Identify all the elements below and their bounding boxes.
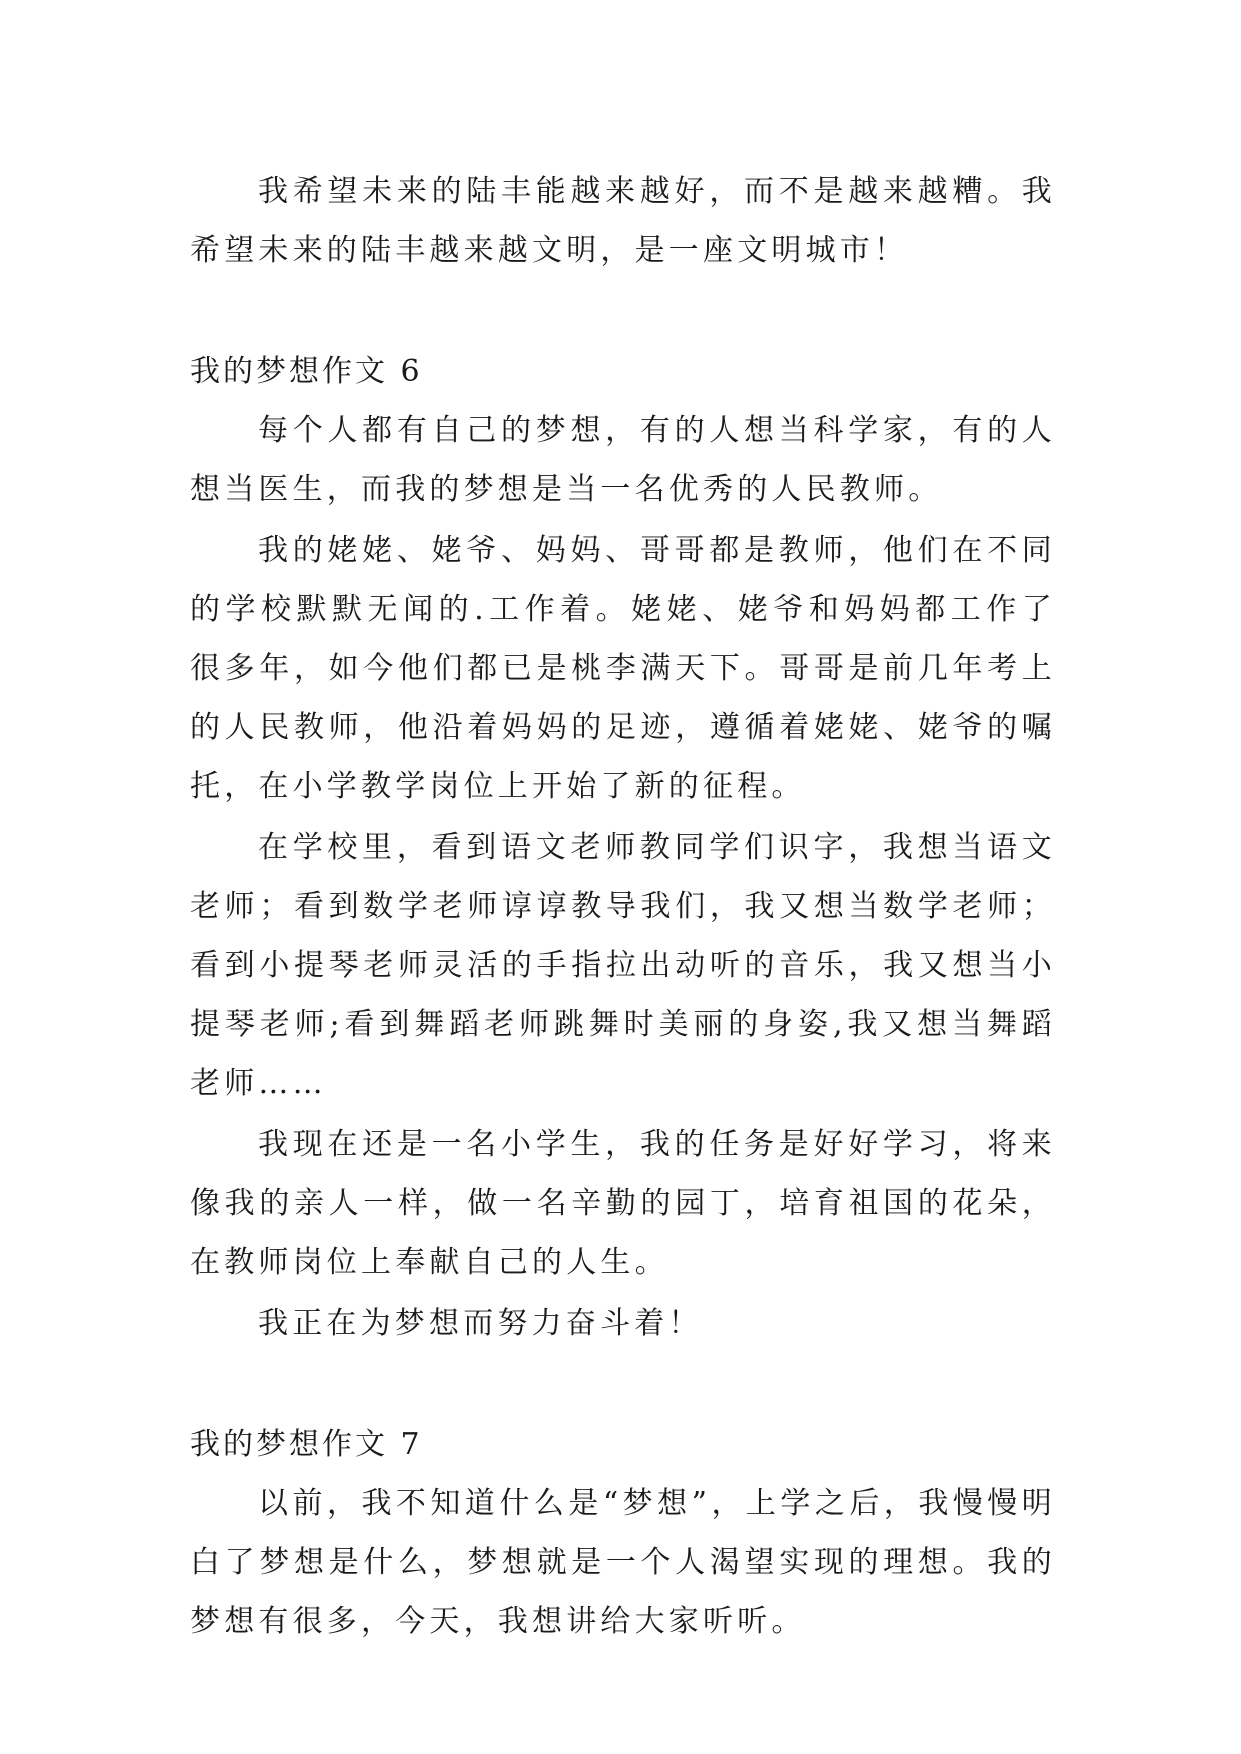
essay-6-paragraph-2: 我的姥姥、姥爷、妈妈、哥哥都是教师，他们在不同的学校默默无闻的.工作着。姥姥、姥爷和妈妈都工作了很多年，如今他们都已是桃李满天下。哥哥是前几年考上的人民教师，他沿着妈妈的足迹，遵循着姥姥、姥爷的嘱托，在小学教学岗位上开始了新的征程。 <box>190 533 1056 804</box>
essay-6-paragraph-4: 我现在还是一名小学生，我的任务是好好学习，将来像我的亲人一样，做一名辛勤的园丁，培育祖国的花朵，在教师岗位上奉献自己的人生。 <box>190 1127 1056 1280</box>
essay-7-paragraph-1: 以前，我不知道什么是“梦想”，上学之后，我慢慢明白了梦想是什么，梦想就是一个人渴望实现的理想。我的梦想有很多，今天，我想讲给大家听听。 <box>190 1486 1056 1639</box>
essay-6-paragraph-5: 我正在为梦想而努力奋斗着！ <box>258 1306 703 1341</box>
essay-6-paragraph-1: 每个人都有自己的梦想，有的人想当科学家，有的人想当医生，而我的梦想是当一名优秀的人民教师。 <box>190 413 1056 507</box>
essay-6-section <box>190 342 1056 1353</box>
section-spacer <box>190 1355 1056 1415</box>
intro-paragraph-1: 我希望未来的陆丰能越来越好，而不是越来越糟。我希望未来的陆丰越来越文明，是一座文明城市！ <box>190 174 1056 268</box>
section-spacer <box>190 282 1056 342</box>
essay-7-section <box>190 1415 1056 1651</box>
essay-6-paragraph-3: 在学校里，看到语文老师教同学们识字，我想当语文老师；看到数学老师谆谆教导我们，我又想当数学老师；看到小提琴老师灵活的手指拉出动听的音乐，我又想当小提琴老师;看到舞蹈老师跳舞时美丽的身姿,我又想当舞蹈老师…… <box>190 830 1056 1101</box>
intro-section <box>190 162 1056 280</box>
essay-7-title: 我的梦想作文 7 <box>190 1427 423 1462</box>
document-body <box>190 162 1056 1653</box>
essay-6-title: 我的梦想作文 6 <box>190 354 423 389</box>
